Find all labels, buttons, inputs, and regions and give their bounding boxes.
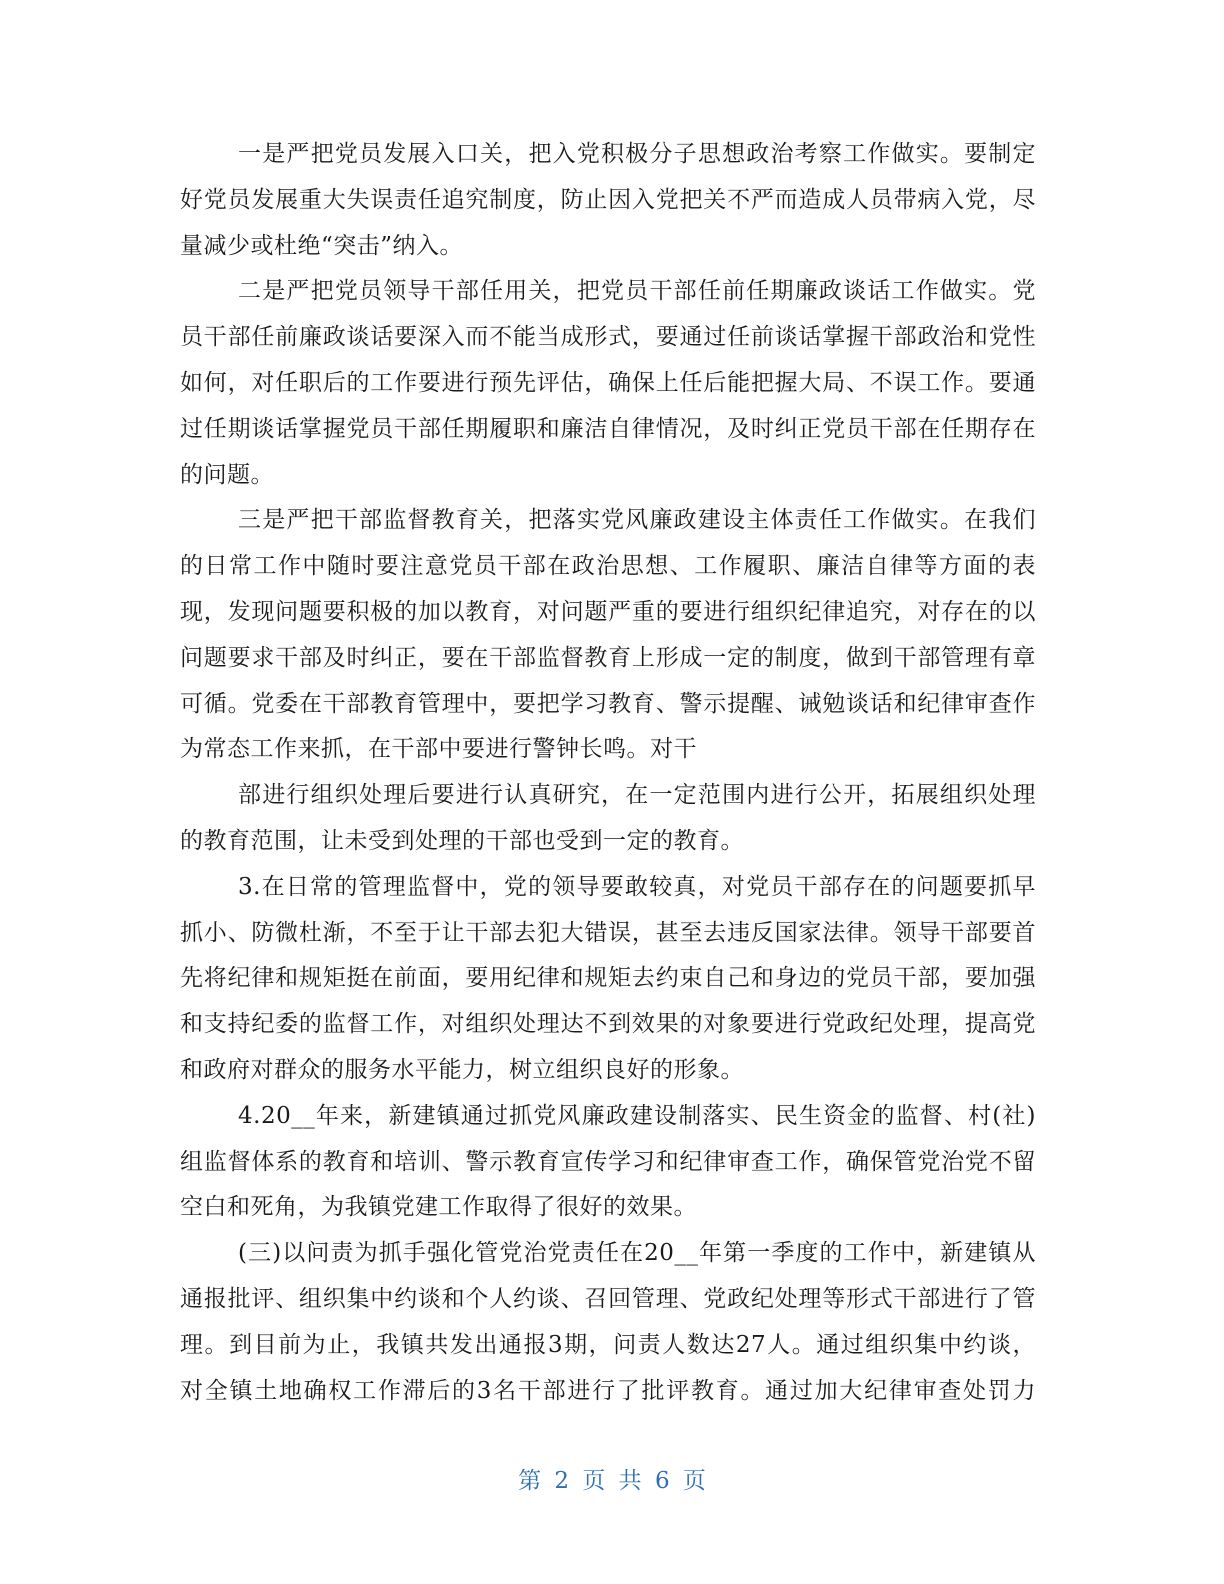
paragraph-7-line-2: 通报批评、组织集中约谈和个人约谈、召回管理、党政纪处理等形式干部进行了管 [180,1285,1036,1312]
paragraph-7-line-1: (三)以问责为抓手强化管党治党责任在20__年第一季度的工作中，新建镇从 [238,1240,1036,1267]
paragraph-4-line-2: 的教育范围，让未受到处理的干部也受到一定的教育。 [180,827,744,854]
paragraph-1-line-3: 量减少或杜绝“突击”纳入。 [180,232,464,259]
paragraph-2-line-3: 如何，对任职后的工作要进行预先评估，确保上任后能把握大局、不误工作。要通 [180,369,1036,396]
paragraph-2-line-5: 的问题。 [180,461,274,488]
paragraph-3-line-3: 现，发现问题要积极的加以教育，对问题严重的要进行组织纪律追究，对存在的以 [180,598,1036,625]
paragraph-3-line-4: 问题要求干部及时纠正，要在干部监督教育上形成一定的制度，做到干部管理有章 [180,644,1036,671]
document-body [180,132,1036,1414]
paragraph-2-line-1: 二是严把党员领导干部任用关，把党员干部任前任期廉政谈话工作做实。党 [238,278,1036,305]
paragraph-5-line-2: 抓小、防微杜渐，不至于让干部去犯大错误，甚至去违反国家法律。领导干部要首 [180,919,1036,946]
paragraph-5-line-1: 3.在日常的管理监督中，党的领导要敢较真，对党员干部存在的问题要抓早 [238,873,1036,900]
paragraph-6-line-3: 空白和死角，为我镇党建工作取得了很好的效果。 [180,1194,697,1221]
paragraph-3-line-6: 为常态工作来抓，在干部中要进行警钟长鸣。对干 [180,736,697,763]
paragraph-3-line-1: 三是严把干部监督教育关，把落实党风廉政建设主体责任工作做实。在我们 [238,507,1036,534]
paragraph-1-line-1: 一是严把党员发展入口关，把入党积极分子思想政治考察工作做实。要制定 [238,141,1036,167]
paragraph-3-line-2: 的日常工作中随时要注意党员干部在政治思想、工作履职、廉洁自律等方面的表 [180,553,1036,580]
paragraph-2-line-4: 过任期谈话掌握党员干部任期履职和廉洁自律情况，及时纠正党员干部在任期存在 [180,415,1036,442]
paragraph-2-line-2: 员干部任前廉政谈话要深入而不能当成形式，要通过任前谈话掌握干部政治和党性 [180,324,1036,351]
paragraph-5-line-3: 先将纪律和规矩挺在前面，要用纪律和规矩去约束自己和身边的党员干部，要加强 [180,965,1036,992]
paragraph-4-line-1: 部进行组织处理后要进行认真研究，在一定范围内进行公开，拓展组织处理 [238,782,1036,809]
paragraph-5-line-5: 和政府对群众的服务水平能力，树立组织良好的形象。 [180,1056,744,1083]
paragraph-3-line-5: 可循。党委在干部教育管理中，要把学习教育、警示提醒、诫勉谈话和纪律审查作 [180,690,1036,717]
paragraph-6-line-1: 4.20__年来，新建镇通过抓党风廉政建设制落实、民生资金的监督、村(社) [238,1102,1036,1129]
paragraph-6-line-2: 组监督体系的教育和培训、警示教育宣传学习和纪律审查工作，确保管党治党不留 [180,1148,1036,1175]
paragraph-7-line-4: 对全镇土地确权工作滞后的3名干部进行了批评教育。通过加大纪律审查处罚力 [180,1377,1036,1404]
paragraph-5-line-4: 和支持纪委的监督工作，对组织处理达不到效果的对象要进行党政纪处理，提高党 [180,1011,1036,1038]
paragraph-7-line-3: 理。到目前为止，我镇共发出通报3期，问责人数达27人。通过组织集中约谈， [180,1331,1036,1358]
paragraph-1-line-2: 好党员发展重大失误责任追究制度，防止因入党把关不严而造成人员带病入党，尽 [180,186,1036,213]
page-number-footer: 第 2 页 共 6 页 [518,1468,706,1494]
